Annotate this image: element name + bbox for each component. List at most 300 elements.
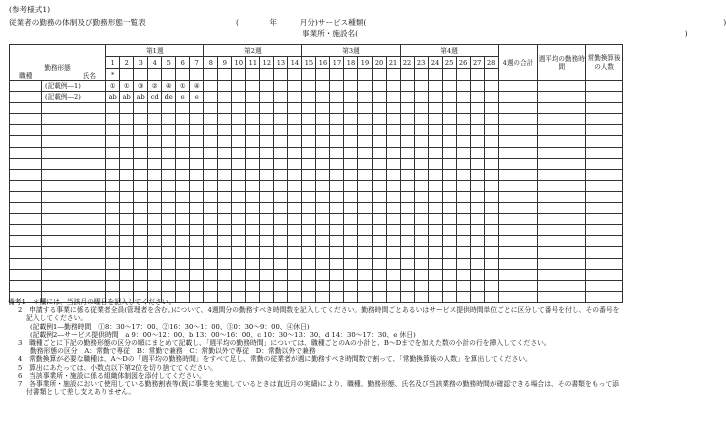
day-cell[interactable]	[428, 158, 442, 169]
day-cell[interactable]	[134, 236, 148, 247]
day-cell[interactable]	[190, 225, 204, 236]
weekly-avg-cell[interactable]	[538, 280, 586, 291]
day-cell[interactable]	[246, 136, 260, 147]
day-cell[interactable]	[246, 258, 260, 269]
day-cell[interactable]	[274, 280, 288, 291]
day-cell[interactable]	[316, 103, 330, 114]
day-cell[interactable]	[470, 136, 484, 147]
day-cell[interactable]	[288, 158, 302, 169]
day-cell[interactable]	[218, 169, 232, 180]
day-cell[interactable]	[484, 269, 498, 280]
day-cell[interactable]	[162, 269, 176, 280]
day-cell[interactable]	[260, 225, 274, 236]
day-cell[interactable]	[190, 280, 204, 291]
total-cell[interactable]	[498, 236, 538, 247]
day-cell[interactable]	[456, 214, 470, 225]
day-cell[interactable]	[288, 203, 302, 214]
day-cell[interactable]	[456, 258, 470, 269]
day-cell[interactable]	[288, 258, 302, 269]
day-cell[interactable]	[134, 125, 148, 136]
day-cell[interactable]	[330, 214, 344, 225]
day-cell[interactable]	[218, 225, 232, 236]
day-cell[interactable]	[260, 203, 274, 214]
day-cell[interactable]	[246, 280, 260, 291]
day-cell[interactable]	[162, 280, 176, 291]
day-cell[interactable]	[134, 180, 148, 191]
day-cell[interactable]	[372, 180, 386, 191]
day-cell[interactable]	[386, 236, 400, 247]
day-cell[interactable]	[484, 247, 498, 258]
day-cell[interactable]	[442, 269, 456, 280]
weekly-avg-cell[interactable]	[538, 203, 586, 214]
weekly-avg-cell[interactable]	[538, 247, 586, 258]
day-cell[interactable]	[414, 147, 428, 158]
day-cell[interactable]	[288, 280, 302, 291]
day-cell[interactable]	[484, 158, 498, 169]
day-cell[interactable]	[218, 191, 232, 202]
day-cell[interactable]	[176, 180, 190, 191]
day-cell[interactable]	[176, 136, 190, 147]
day-cell[interactable]	[218, 214, 232, 225]
day-cell[interactable]	[176, 147, 190, 158]
fte-cell[interactable]	[586, 114, 623, 125]
day-cell[interactable]	[414, 280, 428, 291]
day-cell[interactable]	[274, 225, 288, 236]
day-cell[interactable]	[316, 214, 330, 225]
day-cell[interactable]	[358, 269, 372, 280]
day-cell[interactable]	[372, 125, 386, 136]
day-cell[interactable]	[204, 92, 218, 103]
day-cell[interactable]	[484, 225, 498, 236]
day-cell[interactable]	[344, 203, 358, 214]
day-cell[interactable]	[330, 114, 344, 125]
day-cell[interactable]	[302, 169, 316, 180]
day-cell[interactable]	[302, 125, 316, 136]
day-cell[interactable]	[106, 236, 120, 247]
day-cell[interactable]	[260, 280, 274, 291]
fte-cell[interactable]	[586, 247, 623, 258]
fte-cell[interactable]	[586, 214, 623, 225]
weekly-avg-cell[interactable]	[538, 158, 586, 169]
day-cell[interactable]	[316, 191, 330, 202]
day-cell[interactable]	[134, 258, 148, 269]
day-cell[interactable]	[120, 203, 134, 214]
day-cell[interactable]	[316, 125, 330, 136]
day-cell[interactable]	[190, 180, 204, 191]
day-cell[interactable]	[316, 236, 330, 247]
day-cell[interactable]	[106, 258, 120, 269]
day-cell[interactable]	[288, 247, 302, 258]
day-cell[interactable]	[428, 247, 442, 258]
day-cell[interactable]	[428, 147, 442, 158]
day-cell[interactable]	[414, 225, 428, 236]
day-cell[interactable]	[456, 125, 470, 136]
day-cell[interactable]	[218, 136, 232, 147]
day-cell[interactable]	[470, 169, 484, 180]
day-cell[interactable]	[106, 136, 120, 147]
day-cell[interactable]	[330, 92, 344, 103]
total-cell[interactable]	[498, 203, 538, 214]
day-cell[interactable]	[288, 269, 302, 280]
day-cell[interactable]	[204, 236, 218, 247]
day-cell[interactable]	[316, 114, 330, 125]
day-cell[interactable]	[148, 214, 162, 225]
total-cell[interactable]	[498, 114, 538, 125]
day-cell[interactable]	[302, 269, 316, 280]
day-cell[interactable]	[484, 81, 498, 92]
day-cell[interactable]	[428, 114, 442, 125]
fte-cell[interactable]	[586, 225, 623, 236]
day-cell[interactable]	[204, 103, 218, 114]
day-cell[interactable]	[218, 203, 232, 214]
day-cell[interactable]	[260, 236, 274, 247]
day-cell[interactable]	[442, 81, 456, 92]
day-cell[interactable]	[148, 158, 162, 169]
day-cell[interactable]	[400, 114, 414, 125]
day-cell[interactable]	[204, 191, 218, 202]
day-cell[interactable]	[288, 81, 302, 92]
day-cell[interactable]	[148, 169, 162, 180]
day-cell[interactable]	[386, 81, 400, 92]
day-cell[interactable]	[372, 92, 386, 103]
day-cell[interactable]	[246, 147, 260, 158]
day-cell[interactable]	[442, 114, 456, 125]
day-cell[interactable]	[232, 169, 246, 180]
day-cell[interactable]	[484, 214, 498, 225]
day-cell[interactable]	[470, 147, 484, 158]
day-cell[interactable]	[428, 203, 442, 214]
day-cell[interactable]: ab	[134, 92, 148, 103]
total-cell[interactable]	[498, 147, 538, 158]
day-cell[interactable]	[344, 81, 358, 92]
day-cell[interactable]	[288, 147, 302, 158]
day-cell[interactable]	[120, 225, 134, 236]
day-cell[interactable]	[316, 147, 330, 158]
day-cell[interactable]	[330, 247, 344, 258]
day-cell[interactable]	[260, 214, 274, 225]
day-cell[interactable]	[428, 180, 442, 191]
day-cell[interactable]	[176, 158, 190, 169]
weekly-avg-cell[interactable]	[538, 81, 586, 92]
day-cell[interactable]	[274, 125, 288, 136]
fte-cell[interactable]	[586, 280, 623, 291]
day-cell[interactable]	[190, 247, 204, 258]
day-cell[interactable]	[106, 125, 120, 136]
fte-cell[interactable]	[586, 203, 623, 214]
day-cell[interactable]	[106, 191, 120, 202]
day-cell[interactable]	[470, 280, 484, 291]
day-cell[interactable]	[232, 258, 246, 269]
day-cell[interactable]	[428, 191, 442, 202]
day-cell[interactable]	[176, 191, 190, 202]
day-cell[interactable]	[372, 158, 386, 169]
day-cell[interactable]	[288, 114, 302, 125]
day-cell[interactable]	[456, 103, 470, 114]
day-cell[interactable]	[162, 103, 176, 114]
day-cell[interactable]	[316, 280, 330, 291]
day-cell[interactable]	[232, 81, 246, 92]
day-cell[interactable]	[316, 203, 330, 214]
day-cell[interactable]	[288, 103, 302, 114]
day-cell[interactable]	[400, 125, 414, 136]
day-cell[interactable]	[316, 269, 330, 280]
day-cell[interactable]	[456, 203, 470, 214]
day-cell[interactable]	[316, 81, 330, 92]
day-cell[interactable]	[484, 236, 498, 247]
day-cell[interactable]	[330, 191, 344, 202]
day-cell[interactable]	[176, 280, 190, 291]
day-cell[interactable]	[106, 103, 120, 114]
day-cell[interactable]	[162, 114, 176, 125]
day-cell[interactable]	[442, 225, 456, 236]
day-cell[interactable]	[442, 247, 456, 258]
day-cell[interactable]	[204, 247, 218, 258]
day-cell[interactable]	[134, 169, 148, 180]
day-cell[interactable]	[330, 225, 344, 236]
day-cell[interactable]	[400, 81, 414, 92]
day-cell[interactable]	[484, 191, 498, 202]
total-cell[interactable]	[498, 247, 538, 258]
day-cell[interactable]	[162, 169, 176, 180]
day-cell[interactable]	[232, 191, 246, 202]
day-cell[interactable]	[274, 158, 288, 169]
day-cell[interactable]	[372, 147, 386, 158]
day-cell[interactable]	[302, 158, 316, 169]
day-cell[interactable]	[204, 125, 218, 136]
day-cell[interactable]	[106, 114, 120, 125]
day-cell[interactable]	[484, 147, 498, 158]
fte-cell[interactable]	[586, 136, 623, 147]
day-cell[interactable]	[428, 136, 442, 147]
day-cell[interactable]	[302, 191, 316, 202]
day-cell[interactable]	[470, 114, 484, 125]
day-cell[interactable]	[106, 169, 120, 180]
day-cell[interactable]	[134, 191, 148, 202]
day-cell[interactable]	[106, 247, 120, 258]
day-cell[interactable]	[148, 114, 162, 125]
fte-cell[interactable]	[586, 147, 623, 158]
day-cell[interactable]	[372, 225, 386, 236]
fte-cell[interactable]	[586, 269, 623, 280]
day-cell[interactable]	[246, 225, 260, 236]
day-cell[interactable]	[358, 125, 372, 136]
day-cell[interactable]	[414, 191, 428, 202]
day-cell[interactable]	[288, 92, 302, 103]
day-cell[interactable]	[232, 114, 246, 125]
day-cell[interactable]	[218, 269, 232, 280]
day-cell[interactable]	[456, 147, 470, 158]
day-cell[interactable]	[372, 114, 386, 125]
day-cell[interactable]	[442, 169, 456, 180]
day-cell[interactable]	[330, 203, 344, 214]
day-cell[interactable]	[470, 225, 484, 236]
day-cell[interactable]	[386, 103, 400, 114]
day-cell[interactable]	[218, 103, 232, 114]
day-cell[interactable]	[302, 92, 316, 103]
day-cell[interactable]	[358, 258, 372, 269]
day-cell[interactable]	[134, 103, 148, 114]
day-cell[interactable]	[106, 225, 120, 236]
day-cell[interactable]	[414, 269, 428, 280]
day-cell[interactable]	[372, 247, 386, 258]
day-cell[interactable]	[330, 280, 344, 291]
day-cell[interactable]	[442, 280, 456, 291]
day-cell[interactable]	[358, 203, 372, 214]
day-cell[interactable]	[470, 247, 484, 258]
day-cell[interactable]	[484, 125, 498, 136]
day-cell[interactable]: e	[190, 92, 204, 103]
total-cell[interactable]	[498, 214, 538, 225]
day-cell[interactable]	[288, 214, 302, 225]
total-cell[interactable]	[498, 136, 538, 147]
day-cell[interactable]	[218, 180, 232, 191]
day-cell[interactable]	[246, 81, 260, 92]
day-cell[interactable]	[162, 191, 176, 202]
day-cell[interactable]	[456, 114, 470, 125]
day-cell[interactable]	[274, 114, 288, 125]
fte-cell[interactable]	[586, 81, 623, 92]
day-cell[interactable]	[442, 158, 456, 169]
day-cell[interactable]	[400, 169, 414, 180]
day-cell[interactable]	[176, 236, 190, 247]
total-cell[interactable]	[498, 103, 538, 114]
day-cell[interactable]	[386, 125, 400, 136]
day-cell[interactable]: ab	[106, 92, 120, 103]
day-cell[interactable]	[358, 158, 372, 169]
day-cell[interactable]: ①	[120, 81, 134, 92]
fte-cell[interactable]	[586, 258, 623, 269]
day-cell[interactable]	[162, 136, 176, 147]
day-cell[interactable]	[204, 169, 218, 180]
day-cell[interactable]	[232, 147, 246, 158]
day-cell[interactable]	[190, 236, 204, 247]
total-cell[interactable]	[498, 158, 538, 169]
day-cell[interactable]	[204, 203, 218, 214]
day-cell[interactable]	[442, 125, 456, 136]
day-cell[interactable]	[386, 114, 400, 125]
day-cell[interactable]	[330, 125, 344, 136]
weekly-avg-cell[interactable]	[538, 147, 586, 158]
day-cell[interactable]	[400, 103, 414, 114]
day-cell[interactable]	[246, 269, 260, 280]
day-cell[interactable]	[162, 214, 176, 225]
day-cell[interactable]	[358, 247, 372, 258]
day-cell[interactable]	[428, 225, 442, 236]
day-cell[interactable]	[344, 225, 358, 236]
day-cell[interactable]	[428, 269, 442, 280]
day-cell[interactable]: cd	[148, 92, 162, 103]
day-cell[interactable]	[120, 214, 134, 225]
fte-cell[interactable]	[586, 191, 623, 202]
day-cell[interactable]	[274, 169, 288, 180]
day-cell[interactable]	[232, 269, 246, 280]
day-cell[interactable]	[484, 258, 498, 269]
day-cell[interactable]	[330, 269, 344, 280]
day-cell[interactable]	[260, 191, 274, 202]
day-cell[interactable]	[316, 92, 330, 103]
day-cell[interactable]	[288, 236, 302, 247]
day-cell[interactable]	[274, 180, 288, 191]
day-cell[interactable]	[148, 280, 162, 291]
day-cell[interactable]	[344, 114, 358, 125]
day-cell[interactable]	[190, 125, 204, 136]
day-cell[interactable]	[204, 225, 218, 236]
day-cell[interactable]	[134, 214, 148, 225]
day-cell[interactable]	[176, 203, 190, 214]
day-cell[interactable]	[344, 214, 358, 225]
day-cell[interactable]	[176, 247, 190, 258]
day-cell[interactable]	[456, 247, 470, 258]
weekly-avg-cell[interactable]	[538, 114, 586, 125]
day-cell[interactable]	[190, 147, 204, 158]
day-cell[interactable]	[302, 114, 316, 125]
day-cell[interactable]: de	[162, 92, 176, 103]
day-cell[interactable]	[344, 191, 358, 202]
day-cell[interactable]	[106, 158, 120, 169]
day-cell[interactable]	[358, 214, 372, 225]
day-cell[interactable]	[442, 258, 456, 269]
weekly-avg-cell[interactable]	[538, 180, 586, 191]
day-cell[interactable]	[246, 214, 260, 225]
day-cell[interactable]	[414, 92, 428, 103]
day-cell[interactable]	[246, 92, 260, 103]
day-cell[interactable]	[218, 158, 232, 169]
day-cell[interactable]	[442, 236, 456, 247]
day-cell[interactable]	[190, 114, 204, 125]
day-cell[interactable]	[316, 180, 330, 191]
day-cell[interactable]	[120, 269, 134, 280]
day-cell[interactable]	[232, 214, 246, 225]
day-cell[interactable]	[414, 158, 428, 169]
day-cell[interactable]	[260, 158, 274, 169]
day-cell[interactable]	[302, 214, 316, 225]
day-cell[interactable]	[400, 280, 414, 291]
day-cell[interactable]	[120, 169, 134, 180]
day-cell[interactable]	[344, 247, 358, 258]
day-cell[interactable]	[274, 258, 288, 269]
day-cell[interactable]	[232, 136, 246, 147]
day-cell[interactable]	[470, 269, 484, 280]
day-cell[interactable]	[330, 103, 344, 114]
day-cell[interactable]	[456, 236, 470, 247]
day-cell[interactable]	[386, 158, 400, 169]
day-cell[interactable]	[148, 180, 162, 191]
fte-cell[interactable]	[586, 103, 623, 114]
day-cell[interactable]: ①	[106, 81, 120, 92]
day-cell[interactable]	[162, 258, 176, 269]
day-cell[interactable]	[260, 147, 274, 158]
fte-cell[interactable]	[586, 180, 623, 191]
day-cell[interactable]	[204, 114, 218, 125]
day-cell[interactable]	[260, 103, 274, 114]
day-cell[interactable]	[386, 147, 400, 158]
day-cell[interactable]	[470, 191, 484, 202]
day-cell[interactable]	[162, 180, 176, 191]
day-cell[interactable]	[358, 191, 372, 202]
day-cell[interactable]	[484, 169, 498, 180]
day-cell[interactable]	[414, 247, 428, 258]
day-cell[interactable]	[190, 103, 204, 114]
day-cell[interactable]	[386, 169, 400, 180]
day-cell[interactable]	[190, 191, 204, 202]
day-cell[interactable]	[344, 169, 358, 180]
day-cell[interactable]	[330, 258, 344, 269]
day-cell[interactable]	[204, 136, 218, 147]
day-cell[interactable]: ④	[190, 81, 204, 92]
day-cell[interactable]	[232, 236, 246, 247]
day-cell[interactable]	[162, 125, 176, 136]
day-cell[interactable]	[190, 269, 204, 280]
